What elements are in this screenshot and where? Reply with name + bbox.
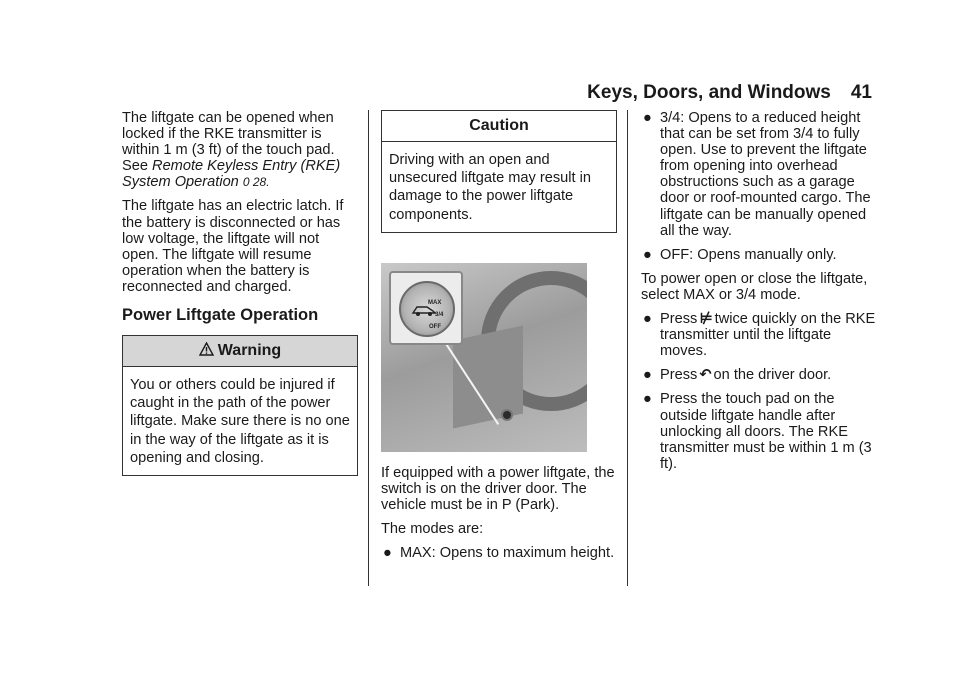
column-2 [381, 110, 617, 569]
list-item-text: Press [660, 367, 698, 384]
warning-header [123, 336, 357, 367]
paragraph: The liftgate has an electric latch. If the battery is disconnected or has low voltage, the liftgate will not open. The liftgate will resume operation when the battery is reconnected and charged. [122, 198, 344, 295]
list-item-text: 3/4: Opens to a reduced height that can be set from 3/4 to fully open. Use to prevent the liftgate from opening into overhead obstructions such as a garage door or roof-mounted cargo. The liftgate can be manually opened all the way. [660, 110, 871, 239]
list-item-text: OFF: Opens manually only. [660, 246, 837, 263]
caution-header: Caution [382, 111, 616, 142]
paragraph: If equipped with a power liftgate, the switch is on the driver door. The vehicle must be in P (Park). [381, 464, 615, 513]
list-item-text: Press [660, 311, 698, 328]
page-number: 41 [850, 82, 872, 103]
list-item-text: Press the touch pad on the outside liftgate handle after unlocking all doors. The RKE transmitter must be within 1 m (3 ft). [660, 391, 872, 472]
warning-text: You or others could be injured if caught in the path of the power liftgate. Make sure there is no one in the way of the liftgate as it is opening and closing. [130, 377, 350, 466]
bullet: ● [643, 110, 652, 126]
dial-label-off: OFF [429, 323, 441, 330]
column-3 [641, 110, 876, 480]
caution-text: Driving with an open and unsecured liftgate may result in damage to the power liftgate components. [389, 152, 591, 223]
warning-triangle-icon [199, 342, 214, 359]
paragraph: To power open or close the liftgate, select MAX or 3/4 mode. [641, 270, 868, 303]
list-item [641, 391, 876, 471]
dial-label-max: MAX [428, 299, 442, 306]
mode-dial [399, 281, 455, 337]
bullet: ● [643, 311, 652, 328]
column-1 [122, 110, 358, 484]
list-item-text: twice quickly on the RKE transmitter until the liftgate moves. [660, 311, 876, 360]
page-header [587, 82, 872, 104]
warning-title: Warning [217, 341, 282, 359]
bullet: ● [643, 246, 652, 263]
paragraph: The modes are: [381, 521, 484, 538]
page-reference: 0 28. [242, 175, 270, 190]
column-divider [627, 110, 628, 586]
list-item [641, 311, 876, 359]
liftgate-switch-icon: ↶ [699, 367, 712, 384]
list-item [641, 110, 876, 239]
caution-box [381, 110, 617, 233]
operation-list [641, 311, 876, 472]
column-divider [368, 110, 369, 586]
dial-label-34: 3/4 [435, 311, 444, 318]
chapter-title: Keys, Doors, and Windows [587, 82, 831, 103]
liftgate-switch-figure [381, 263, 587, 452]
section-heading: Power Liftgate Operation [122, 306, 319, 325]
rke-liftgate-button-icon: ⊭ [699, 311, 713, 328]
warning-box [122, 335, 358, 476]
bullet: ● [383, 545, 392, 562]
list-item [381, 545, 617, 561]
paragraph [122, 110, 358, 190]
paragraph-text: The liftgate can be opened when locked if the RKE transmitter is within 1 m (3 ft) of the touch pad. See [122, 110, 335, 175]
switch-closeup-inset [389, 271, 463, 345]
list-item [641, 367, 876, 383]
liftgate-switch-location [501, 409, 513, 421]
bullet: ● [643, 391, 652, 408]
bullet: ● [643, 367, 652, 384]
cross-reference-link[interactable]: Remote Keyless Entry (RKE) System Operation [122, 158, 341, 191]
list-item [641, 247, 876, 263]
list-item-text: on the driver door. [713, 367, 832, 384]
list-item-text: MAX: Opens to maximum height. [400, 545, 615, 562]
mode-list [641, 110, 876, 263]
mode-list [381, 545, 617, 561]
